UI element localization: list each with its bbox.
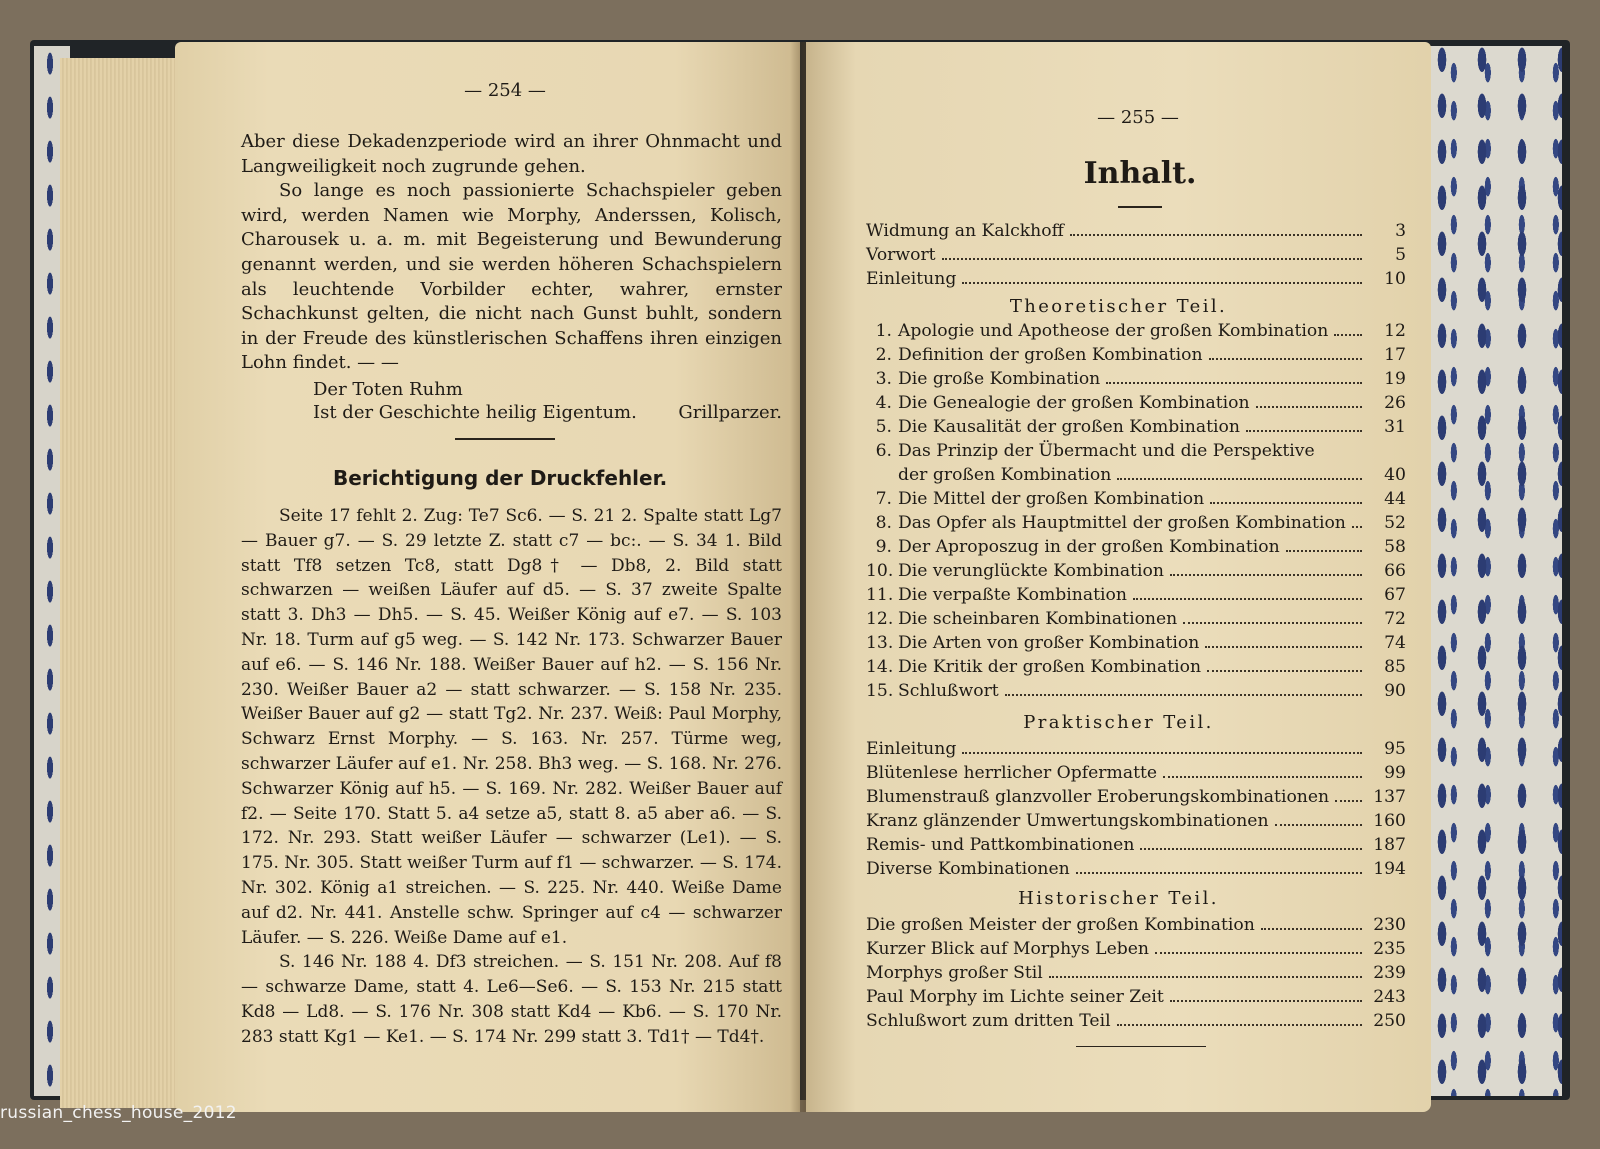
toc-entry-page: 12: [1384, 321, 1406, 341]
toc-entry-page: 243: [1373, 987, 1406, 1007]
toc-entry-title: Die Mittel der großen Kombination: [898, 489, 1205, 509]
toc-entry-title: Diverse Kombinationen: [866, 859, 1070, 879]
toc-entry-title: Das Prinzip der Übermacht und die Perspektive: [898, 441, 1315, 461]
toc-title: Inhalt.: [1083, 156, 1197, 191]
toc-entry-title: Blumenstrauß glanzvoller Eroberungskombinationen: [866, 787, 1330, 807]
toc-entry-page: 187: [1373, 835, 1406, 855]
toc-entry-page: 230: [1373, 915, 1406, 935]
toc-entry-page: 17: [1384, 345, 1406, 365]
toc-entry: [866, 512, 1406, 535]
toc-entry-page: 194: [1373, 859, 1406, 879]
dot-leader: [1246, 430, 1362, 432]
dot-leader: [1183, 622, 1362, 624]
toc-entry-title: Remis- und Pattkombinationen: [866, 835, 1135, 855]
toc-entry-number: 12.: [866, 609, 894, 629]
toc-entry: [866, 536, 1406, 559]
toc-entry-page: 10: [1384, 269, 1406, 289]
toc-entry-page: 160: [1373, 811, 1406, 831]
toc-entry-page: 19: [1384, 369, 1406, 389]
left-page-number: — 254 —: [464, 80, 546, 101]
dot-leader: [1005, 694, 1362, 696]
toc-entry-number: 1.: [875, 321, 892, 341]
end-ornament-rule: [1076, 1046, 1206, 1047]
toc-entry-title: Schlußwort zum dritten Teil: [866, 1011, 1111, 1031]
title-rule: [1118, 206, 1162, 208]
toc-entry-title: Die große Kombination: [898, 369, 1101, 389]
toc-entry: [866, 858, 1406, 881]
toc-entry-number: 2.: [875, 345, 892, 365]
section-practical: Praktischer Teil.: [1023, 712, 1214, 733]
toc-entry-page: 95: [1384, 739, 1406, 759]
toc-entry: [866, 560, 1406, 583]
toc-entry: [866, 392, 1406, 415]
toc-entry-page: 90: [1384, 681, 1406, 701]
toc-entry-page: 250: [1373, 1011, 1406, 1031]
toc-entry-page: 5: [1395, 245, 1406, 265]
toc-entry: [866, 810, 1406, 833]
dot-leader: [1163, 776, 1362, 778]
toc-entry-title: Kurzer Blick auf Morphys Leben: [866, 939, 1149, 959]
toc-entry-number: 7.: [875, 489, 892, 509]
dot-leader: [1155, 952, 1362, 954]
toc-entry-number: 4.: [875, 393, 892, 413]
toc-entry: [866, 656, 1406, 679]
toc-entry-page: 26: [1384, 393, 1406, 413]
toc-entry-title: Blütenlese herrlicher Opfermatte: [866, 763, 1158, 783]
dot-leader: [962, 752, 1362, 754]
toc-entry-page: 74: [1384, 633, 1406, 653]
dot-leader: [1207, 670, 1362, 672]
toc-entry-page: 40: [1384, 465, 1406, 485]
dot-leader: [1076, 872, 1362, 874]
section-historical: Historischer Teil.: [1018, 888, 1219, 909]
toc-entry: [866, 344, 1406, 367]
toc-entry: [866, 938, 1406, 961]
dot-leader: [1170, 1000, 1362, 1002]
toc-entry-title: Die verunglückte Kombination: [898, 561, 1164, 581]
toc-entry-page: 137: [1373, 787, 1406, 807]
quote-author: Grillparzer.: [678, 402, 782, 423]
dot-leader: [1205, 646, 1362, 648]
toc-entry-page: 85: [1384, 657, 1406, 677]
dot-leader: [1352, 526, 1362, 528]
dot-leader: [962, 282, 1362, 284]
toc-entry-page: 72: [1384, 609, 1406, 629]
toc-entry: [866, 632, 1406, 655]
dot-leader: [1070, 234, 1362, 236]
toc-entry: [866, 268, 1406, 291]
toc-entry-title: Die Arten von großer Kombination: [898, 633, 1200, 653]
toc-entry: [866, 440, 1406, 463]
dot-leader: [1334, 334, 1362, 336]
toc-entry: [866, 488, 1406, 511]
dot-leader: [1133, 598, 1362, 600]
errata-heading: Berichtigung der Druckfehler.: [333, 466, 668, 490]
toc-entry: [866, 738, 1406, 761]
toc-entry: [866, 220, 1406, 243]
toc-entry-title: Paul Morphy im Lichte seiner Zeit: [866, 987, 1164, 1007]
toc-entry-page: 99: [1384, 763, 1406, 783]
watermark-text: russian_chess_house_2012: [0, 1103, 237, 1123]
dot-leader: [1210, 502, 1362, 504]
toc-entry-title: der großen Kombination: [898, 465, 1112, 485]
right-page-number: — 255 —: [1097, 107, 1179, 128]
toc-entry-title: Morphys großer Stil: [866, 963, 1043, 983]
toc-entry-title: Einleitung: [866, 739, 957, 759]
quote-line-1: Der Toten Ruhm: [313, 379, 463, 400]
errata-paragraph-1: Seite 17 fehlt 2. Zug: Te7 Sc6. — S. 21 2. Spalte statt Lg7 — Bauer g7. — S. 29 letzte Z. statt c7 — bc:. — S. 34 1. Bild statt Tf8 setzen Tc8, statt Dg8† — Db8, 2. Bild statt schwarzen — weißen Läufer auf d5. — S. 37 zweite Spalte statt 3. Dh3 — Dh5. — S. 45. Weißer König auf e7. — S. 103 Nr. 18. Turm auf g5 weg. — S. 142 Nr. 173. Schwarzer Bauer auf e6. — S. 146 Nr. 188. Weißer Bauer auf h2. — S. 156 Nr. 230. Weißer Bauer a2 — statt schwarzer. — S. 158 Nr. 235. Weißer Bauer auf g2 — statt Tg2. Nr. 237. Weiß: Paul Morphy, Schwarz Ernst Morphy. — S. 163. Nr. 257. Türme weg, schwarzer Läufer auf e1. Nr. 258. Bh3 weg. — S. 168. Nr. 276. Schwarzer König auf h5. — S. 169. Nr. 282. Weißer Bauer auf f2. — Seite 170. Statt 5. a4 setze a5, statt 8. a5 aber a6. — S. 172. Nr. 293. Statt weißer Läufer — schwarzer (Le1). — S. 175. Nr. 305. Statt weißer Turm auf f1 — schwarzer. — S. 174. Nr. 302. König a1 streichen. — S. 225. Nr. 440. Weiße Dame auf d2. Nr. 441. Anstelle schw. Springer auf c4 — schwarzer Läufer. — S. 226. Weiße Dame auf e1.: [241, 506, 782, 948]
toc-entry: [866, 762, 1406, 785]
toc-entry-number: 6.: [875, 441, 892, 461]
dot-leader: [1275, 824, 1362, 826]
toc-entry-number: 13.: [866, 633, 894, 653]
toc-entry: [866, 914, 1406, 937]
toc-entry-page: 58: [1384, 537, 1406, 557]
toc-entry-title: Das Opfer als Hauptmittel der großen Kombination: [898, 513, 1346, 533]
left-body-text: [241, 130, 782, 376]
toc-entry-title: Der Aproposzug in der großen Kombination: [898, 537, 1280, 557]
toc-entry-page: 67: [1384, 585, 1406, 605]
toc-entry: [866, 416, 1406, 439]
dot-leader: [942, 258, 1362, 260]
paragraph-2: So lange es noch passionierte Schachspieler geben wird, werden Namen wie Morphy, Anderssen, Kolisch, Charousek u. a. m. mit Begeisterung und Bewunderung genannt werden, und sie werden höheren Schachspielern als leuchtende Vorbilder echter, wahrer, ernster Schachkunst gelten, die nicht nach Gunst buhlt, sondern in der Freude des künstlerischen Schaffens ihren einzigen Lohn findet. — —: [241, 180, 782, 374]
toc-entry: [866, 320, 1406, 343]
toc-entry-continuation: [866, 464, 1406, 487]
toc-entry-title: Apologie und Apotheose der großen Kombination: [898, 321, 1329, 341]
toc-entry-page: 66: [1384, 561, 1406, 581]
toc-entry-number: 11.: [866, 585, 894, 605]
toc-entry-number: 14.: [866, 657, 894, 677]
dot-leader: [1335, 800, 1362, 802]
endpaper-right: [1430, 46, 1562, 1096]
dot-leader: [1170, 574, 1362, 576]
toc-entry-title: Einleitung: [866, 269, 957, 289]
toc-entry-title: Die Kausalität der großen Kombination: [898, 417, 1240, 437]
dot-leader: [1140, 848, 1362, 850]
toc-entry-number: 8.: [875, 513, 892, 533]
toc-entry-title: Die großen Meister der großen Kombination: [866, 915, 1255, 935]
toc-entry-page: 31: [1384, 417, 1406, 437]
toc-entry: [866, 584, 1406, 607]
toc-entry: [866, 786, 1406, 809]
toc-entry-number: 3.: [875, 369, 892, 389]
quote-line-2: Ist der Geschichte heilig Eigentum.: [313, 402, 637, 423]
toc-entry-number: 5.: [875, 417, 892, 437]
dot-leader: [1286, 550, 1362, 552]
toc-entry-page: 235: [1373, 939, 1406, 959]
dot-leader: [1256, 406, 1362, 408]
section-theory: Theoretischer Teil.: [1009, 296, 1228, 317]
divider-rule: [455, 438, 555, 440]
paragraph-1: Aber diese Dekadenzperiode wird an ihrer Ohnmacht und Langweiligkeit noch zugrunde gehen.: [241, 131, 782, 177]
toc-entry-title: Vorwort: [866, 245, 936, 265]
toc-entry-page: 52: [1384, 513, 1406, 533]
toc-entry-title: Die Genealogie der großen Kombination: [898, 393, 1250, 413]
toc-entry: [866, 1010, 1406, 1033]
toc-entry-page: 239: [1373, 963, 1406, 983]
toc-entry: [866, 368, 1406, 391]
toc-entry-number: 9.: [875, 537, 892, 557]
dot-leader: [1209, 358, 1362, 360]
toc-entry-page: 3: [1395, 221, 1406, 241]
errata-text: [241, 504, 782, 1050]
toc-entry-title: Schlußwort: [898, 681, 999, 701]
toc-entry-title: Die scheinbaren Kombinationen: [898, 609, 1178, 629]
toc-entry-number: 10.: [866, 561, 894, 581]
page-edges: [60, 58, 190, 1108]
toc-entry-title: Widmung an Kalckhoff: [866, 221, 1064, 241]
toc-entry: [866, 608, 1406, 631]
toc-entry: [866, 680, 1406, 703]
toc-entry-page: 44: [1384, 489, 1406, 509]
toc-entry: [866, 244, 1406, 267]
dot-leader: [1117, 478, 1362, 480]
errata-paragraph-2: S. 146 Nr. 188 4. Df3 streichen. — S. 151 Nr. 208. Auf f8 — schwarze Dame, statt 4. Le6—Se6. — S. 153 Nr. 215 statt Kd8 — Ld8. — S. 176 Nr. 308 statt Kd4 — Kb6. — S. 170 Nr. 283 statt Kg1 — Ke1. — S. 174 Nr. 299 statt 3. Td1† — Td4†.: [241, 952, 782, 1047]
dot-leader: [1261, 928, 1362, 930]
dot-leader: [1117, 1024, 1362, 1026]
toc-entry-title: Definition der großen Kombination: [898, 345, 1203, 365]
toc-entry-title: Die Kritik der großen Kombination: [898, 657, 1202, 677]
toc-entry-number: 15.: [866, 681, 894, 701]
toc-entry: [866, 962, 1406, 985]
toc-entry: [866, 834, 1406, 857]
toc-entry-title: Die verpaßte Kombination: [898, 585, 1127, 605]
right-page: [806, 42, 1431, 1112]
left-page: [175, 42, 800, 1112]
dot-leader: [1106, 382, 1362, 384]
dot-leader: [1049, 976, 1362, 978]
quote: [313, 378, 637, 424]
toc-entry-title: Kranz glänzender Umwertungskombinationen: [866, 811, 1269, 831]
toc-entry: [866, 986, 1406, 1009]
